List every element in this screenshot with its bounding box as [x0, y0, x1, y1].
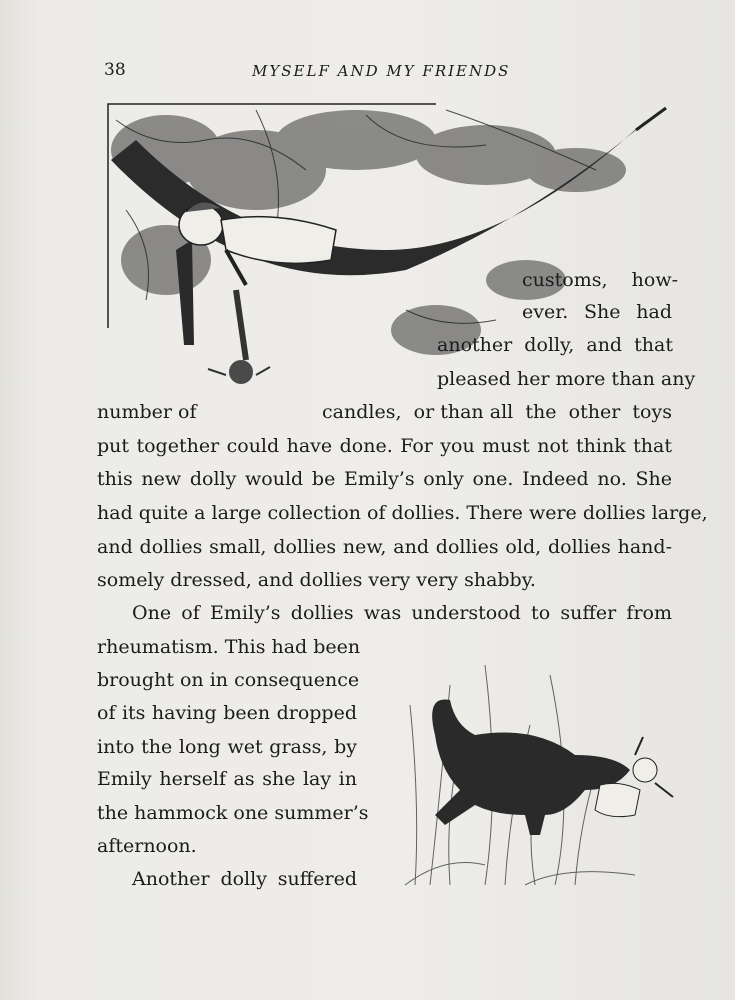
text-line-8: had quite a large collection of dollies. There were dollies large, — [97, 502, 708, 524]
text-line-1: customs, how- — [522, 269, 679, 291]
page-number: 38 — [104, 60, 126, 80]
text-line-5a: number of — [97, 401, 197, 423]
text-line-9: and dollies small, dollies new, and dollies old, dollies hand- — [97, 536, 672, 558]
text-line-19: Another dolly suffered — [132, 868, 357, 890]
page-header — [0, 60, 735, 84]
text-line-17: the hammock one summer’s — [97, 802, 369, 824]
text-line-2: ever. She had — [522, 301, 672, 323]
running-title: MYSELF AND MY FRIENDS — [252, 62, 511, 80]
text-line-4: pleased her more than any — [437, 368, 696, 390]
dog-doll-drawing — [395, 655, 675, 890]
dog-doll-illustration — [395, 655, 675, 890]
text-line-18: afternoon. — [97, 835, 197, 857]
text-line-15: into the long wet grass, by — [97, 736, 357, 758]
text-line-11: One of Emily’s dollies was understood to suffer from — [132, 602, 672, 624]
text-line-16: Emily herself as she lay in — [97, 768, 357, 790]
text-line-14: of its having been dropped — [97, 702, 357, 724]
text-line-7: this new dolly would be Emily’s only one. Indeed no. She — [97, 468, 672, 490]
text-line-12: rheumatism. This had been — [97, 636, 361, 658]
text-line-13: brought on in consequence — [97, 669, 360, 691]
text-line-6: put together could have done. For you must not think that — [97, 435, 672, 457]
text-line-5b: candles, or than all the other toys — [322, 401, 672, 423]
text-line-10: somely dressed, and dollies very very shabby. — [97, 569, 536, 591]
text-line-3: another dolly, and that — [437, 334, 674, 356]
